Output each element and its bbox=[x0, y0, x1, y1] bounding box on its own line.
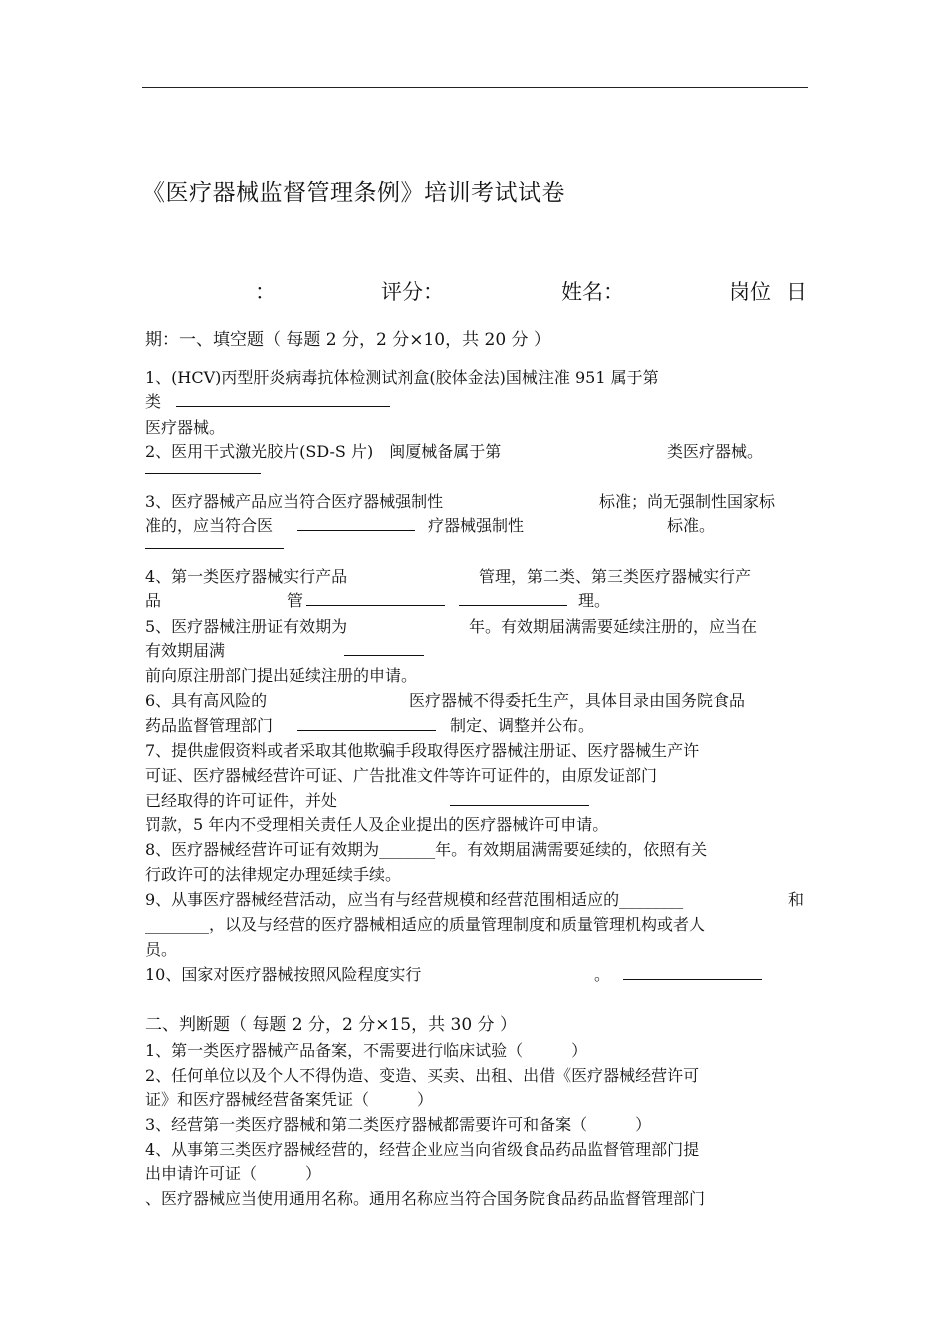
q5-line2: 有效期届满 bbox=[145, 641, 226, 660]
post-label: 岗位 bbox=[729, 280, 771, 304]
q9-line1: 9、从事医疗器械经营活动，应当有与经营规模和经营范围相适应的________ bbox=[145, 890, 684, 909]
page-title: 《医疗器械监督管理条例》培训考试试卷 bbox=[142, 180, 565, 206]
q1-line3: 医疗器械。 bbox=[145, 418, 226, 437]
q4-line1: 4、第一类医疗器械实行产品 bbox=[145, 567, 348, 586]
q3-line2-end: 标准。 bbox=[667, 516, 716, 535]
q9-line3: 员。 bbox=[145, 940, 178, 959]
q1-line2: 类 bbox=[145, 392, 162, 411]
q4-line2-end: 理。 bbox=[578, 591, 611, 610]
q10-period: 。 bbox=[594, 965, 611, 984]
meta-colon: ： bbox=[255, 280, 276, 304]
q7-line1: 7、提供虚假资料或者采取其他欺骗手段取得医疗器械注册证、医疗器械生产许 bbox=[145, 741, 700, 760]
q6-line2-end: 制定、调整并公布。 bbox=[450, 716, 595, 735]
judge-3: 3、经营第一类医疗器械和第二类医疗器械都需要许可和备案（ ） bbox=[145, 1115, 652, 1134]
q3-blank bbox=[145, 548, 284, 549]
date-label: 日 bbox=[786, 280, 807, 304]
score-label: 评分： bbox=[381, 280, 444, 304]
q7-line4: 罚款，5 年内不受理相关责任人及企业提出的医疗器械许可申请。 bbox=[145, 815, 609, 834]
q4-line1-end: 管理，第二类、第三类医疗器械实行产 bbox=[479, 567, 752, 586]
q1-blank bbox=[176, 406, 390, 407]
judge-2-line2: 证》和医疗器械经营备案凭证（ ） bbox=[145, 1090, 434, 1109]
q2-line1-end: 类医疗器械。 bbox=[667, 442, 764, 461]
q2-line1: 2、医用干式激光胶片(SD-S 片) 闽厦械备属于第 bbox=[145, 442, 502, 461]
q1-line1: 1、(HCV)丙型肝炎病毒抗体检测试剂盒(胶体金法)国械注准 951 属于第 bbox=[145, 368, 659, 387]
judge-4-line2: 出申请许可证（ ） bbox=[145, 1164, 322, 1183]
q7-line3: 已经取得的许可证件，并处 bbox=[145, 791, 338, 810]
q5-line1-end: 年。有效期届满需要延续注册的，应当在 bbox=[469, 617, 758, 636]
q6-line1-end: 医疗器械不得委托生产，具体目录由国务院食品 bbox=[409, 691, 746, 710]
section1-header: 期：一、填空题（ 每题 2 分，2 分×10，共 20 分 ） bbox=[145, 330, 551, 350]
judge-5-line1: 、医疗器械应当使用通用名称。通用名称应当符合国务院食品药品监督管理部门 bbox=[145, 1189, 706, 1208]
q3-blank-inline bbox=[297, 530, 415, 531]
q5-line3: 前向原注册部门提出延续注册的申请。 bbox=[145, 666, 418, 685]
q8-line2: 行政许可的法律规定办理延续手续。 bbox=[145, 865, 402, 884]
q4-blank-1 bbox=[306, 605, 445, 606]
header-rule bbox=[142, 87, 808, 88]
judge-4-line1: 4、从事第三类医疗器械经营的，经营企业应当向省级食品药品监督管理部门提 bbox=[145, 1140, 700, 1159]
q6-line1: 6、具有高风险的 bbox=[145, 691, 268, 710]
q3-line2-mid: 疗器械强制性 bbox=[428, 516, 525, 535]
q4-blank-2 bbox=[459, 605, 567, 606]
judge-2-line1: 2、任何单位以及个人不得伪造、变造、买卖、出租、出借《医疗器械经营许可 bbox=[145, 1066, 700, 1085]
name-label: 姓名： bbox=[561, 280, 624, 304]
q3-line1: 3、医疗器械产品应当符合医疗器械强制性 bbox=[145, 492, 444, 511]
q7-blank bbox=[450, 805, 589, 806]
q8-line1: 8、医疗器械经营许可证有效期为_______年。有效期届满需要延续的，依照有关 bbox=[145, 840, 708, 859]
q3-line2: 准的，应当符合医 bbox=[145, 516, 274, 535]
q6-line2: 药品监督管理部门 bbox=[145, 716, 274, 735]
q4-line2: 品 bbox=[145, 591, 162, 610]
section2-header: 二、判断题（ 每题 2 分，2 分×15，共 30 分 ） bbox=[145, 1015, 517, 1035]
q6-blank bbox=[297, 730, 436, 731]
q10-blank bbox=[623, 979, 762, 980]
q9-line2: ________，以及与经营的医疗器械相适应的质量管理制度和质量管理机构或者人 bbox=[145, 915, 706, 934]
q5-blank bbox=[344, 655, 424, 656]
judge-1: 1、第一类医疗器械产品备案，不需要进行临床试验（ ） bbox=[145, 1041, 588, 1060]
q4-line2-mid: 管 bbox=[287, 591, 304, 610]
q10-line1: 10、国家对医疗器械按照风险程度实行 bbox=[145, 965, 422, 984]
q2-blank bbox=[145, 473, 261, 474]
q9-line1-end: 和 bbox=[788, 890, 805, 909]
q5-line1: 5、医疗器械注册证有效期为 bbox=[145, 617, 348, 636]
q7-line2: 可证、医疗器械经营许可证、广告批准文件等许可证件的，由原发证部门 bbox=[145, 766, 658, 785]
q3-line1-end: 标准；尚无强制性国家标 bbox=[599, 492, 776, 511]
